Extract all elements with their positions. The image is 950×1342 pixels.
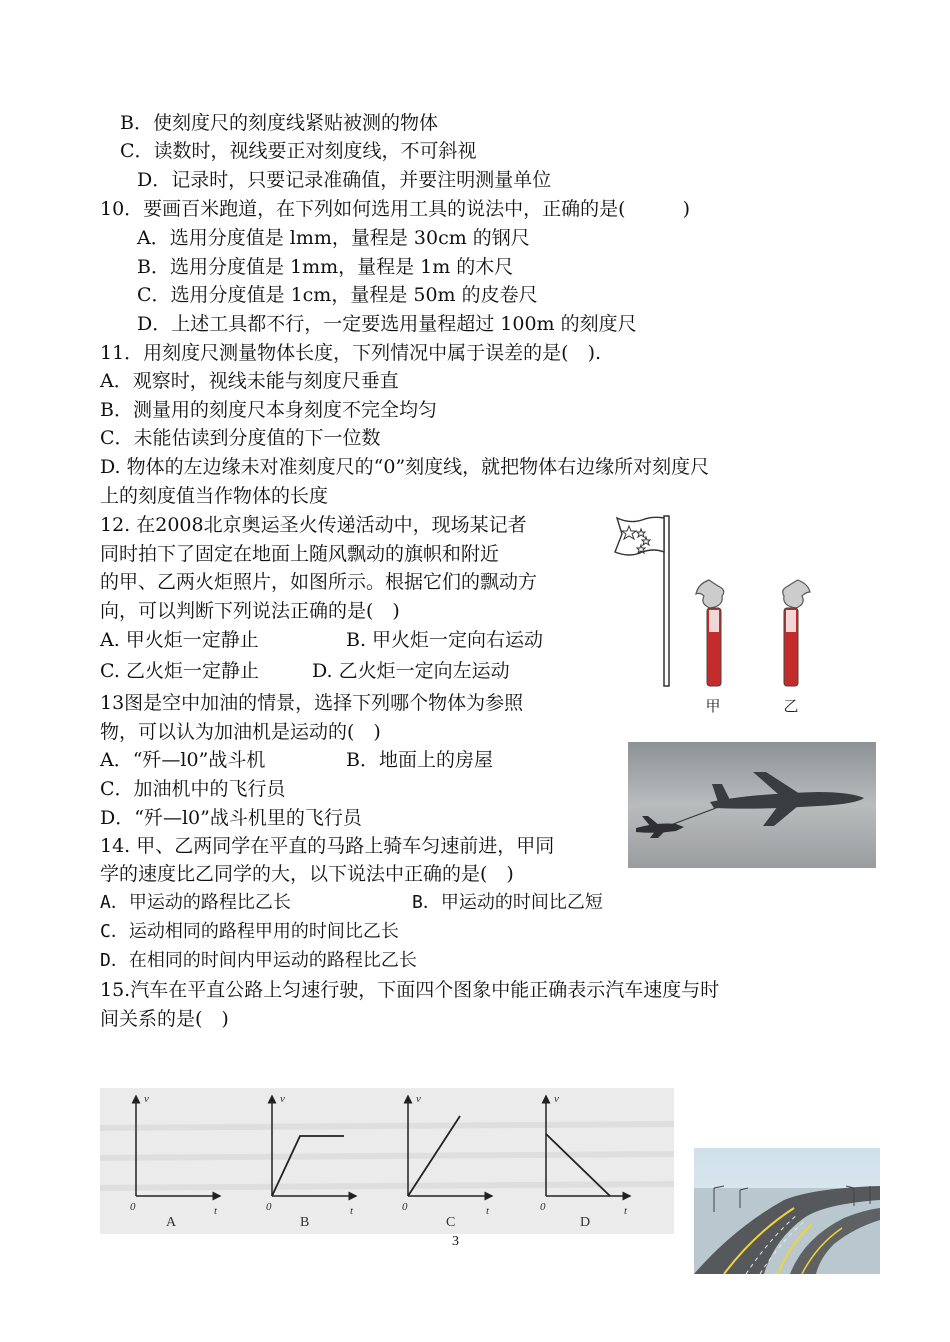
aerial-refueling-photo <box>628 742 876 868</box>
page-number: 3 <box>452 1234 459 1249</box>
graph-c-t-label: t <box>486 1205 490 1217</box>
graph-b-v-label: v <box>280 1093 285 1105</box>
q15-stem-line1: 15.汽车在平直公路上匀速行驶，下面四个图象中能正确表示汽车速度与时 <box>100 979 720 1001</box>
q14-stem-line1: 14. 甲、乙两同学在平直的马路上骑车匀速前进，甲同 <box>100 835 555 857</box>
q9-option-c: C．读数时，视线要正对刻度线，不可斜视 <box>120 140 477 162</box>
graph-b-t-label: t <box>350 1205 354 1217</box>
torch-jia-label: 甲 <box>705 697 721 715</box>
q10-stem: 10．要画百米跑道，在下列如何选用工具的说法中，正确的是( ) <box>100 198 691 220</box>
graph-a-v-label: v <box>144 1093 149 1105</box>
q12-option-c: C. 乙火炬一定静止 <box>100 660 259 682</box>
graph-d-t-label: t <box>624 1205 628 1217</box>
q14-option-d: D．在相同的时间内甲运动的路程比乙长 <box>100 950 417 971</box>
q12-option-b: B. 甲火炬一定向右运动 <box>346 629 544 651</box>
q9-option-b: B．使刻度尺的刻度线紧贴被测的物体 <box>120 112 438 134</box>
q13-stem-line1: 13图是空中加油的情景，选择下列哪个物体为参照 <box>100 692 524 714</box>
torch-jia-icon <box>696 580 724 686</box>
graph-d-v-label: v <box>554 1093 559 1105</box>
q12-stem-line4: 向，可以判断下列说法正确的是( ) <box>100 600 400 622</box>
q11-stem: 11．用刻度尺测量物体长度，下列情况中属于误差的是( ). <box>100 342 602 364</box>
q11-option-b: B．测量用的刻度尺本身刻度不完全均匀 <box>100 399 437 421</box>
q14-option-a: A．甲运动的路程比乙长 <box>100 892 291 913</box>
q14-option-b: B．甲运动的时间比乙短 <box>412 892 603 913</box>
q12-option-a: A. 甲火炬一定静止 <box>100 629 259 651</box>
q14-option-c: C．运动相同的路程甲用的时间比乙长 <box>100 921 399 942</box>
q13-option-d: D．“歼—l0”战斗机里的飞行员 <box>100 807 362 829</box>
graph-d-label: D <box>580 1215 591 1230</box>
flag-torch-figure <box>612 512 830 722</box>
vt-graphs-figure <box>100 1088 674 1234</box>
graph-a-origin: 0 <box>130 1201 136 1213</box>
q12-option-d: D. 乙火炬一定向左运动 <box>312 660 510 682</box>
q11-option-d-line2: 上的刻度值当作物体的长度 <box>100 485 329 507</box>
q9-option-d: D．记录时，只要记录准确值，并要注明测量单位 <box>137 169 552 191</box>
q10-option-d: D．上述工具都不行，一定要选用量程超过 100m 的刻度尺 <box>137 313 637 335</box>
q11-option-d-line1: D. 物体的左边缘未对准刻度尺的“0”刻度线，就把物体右边缘所对刻度尺 <box>100 456 710 478</box>
highway-photo <box>694 1148 880 1274</box>
q12-stem-line3: 的甲、乙两火炬照片，如图所示。根据它们的飘动方 <box>100 571 538 593</box>
graph-b-origin: 0 <box>266 1201 272 1213</box>
q10-option-b: B．选用分度值是 1mm，量程是 1m 的木尺 <box>137 256 514 278</box>
q10-option-a: A．选用分度值是 lmm，量程是 30cm 的钢尺 <box>137 227 530 249</box>
q13-option-b: B．地面上的房屋 <box>346 749 493 771</box>
q14-stem-line2: 学的速度比乙同学的大，以下说法中正确的是( ) <box>100 863 514 885</box>
graph-a-t-label: t <box>214 1205 218 1217</box>
q12-stem-line2: 同时拍下了固定在地面上随风飘动的旗帜和附近 <box>100 543 500 565</box>
q13-option-c: C．加油机中的飞行员 <box>100 778 286 800</box>
graph-c-v-label: v <box>416 1093 421 1105</box>
flagpole <box>664 516 669 686</box>
q15-stem-line2: 间关系的是( ) <box>100 1008 229 1030</box>
graph-a-label: A <box>166 1215 177 1230</box>
graph-c-label: C <box>446 1215 456 1230</box>
graph-c-origin: 0 <box>402 1201 408 1213</box>
q11-option-a: A．观察时，视线未能与刻度尺垂直 <box>100 370 399 392</box>
torch-yi-label: 乙 <box>783 697 799 715</box>
q12-stem-line1: 12. 在2008北京奥运圣火传递活动中，现场某记者 <box>100 514 527 536</box>
q10-option-c: C．选用分度值是 1cm，量程是 50m 的皮卷尺 <box>137 284 538 306</box>
graph-b-label: B <box>300 1215 310 1230</box>
torch-yi-icon <box>783 580 810 686</box>
q13-stem-line2: 物，可以认为加油机是运动的( ) <box>100 721 381 743</box>
q13-option-a: A．“歼—l0”战斗机 <box>100 749 266 771</box>
q11-option-c: C．未能估读到分度值的下一位数 <box>100 427 381 449</box>
graph-d-origin: 0 <box>540 1201 546 1213</box>
